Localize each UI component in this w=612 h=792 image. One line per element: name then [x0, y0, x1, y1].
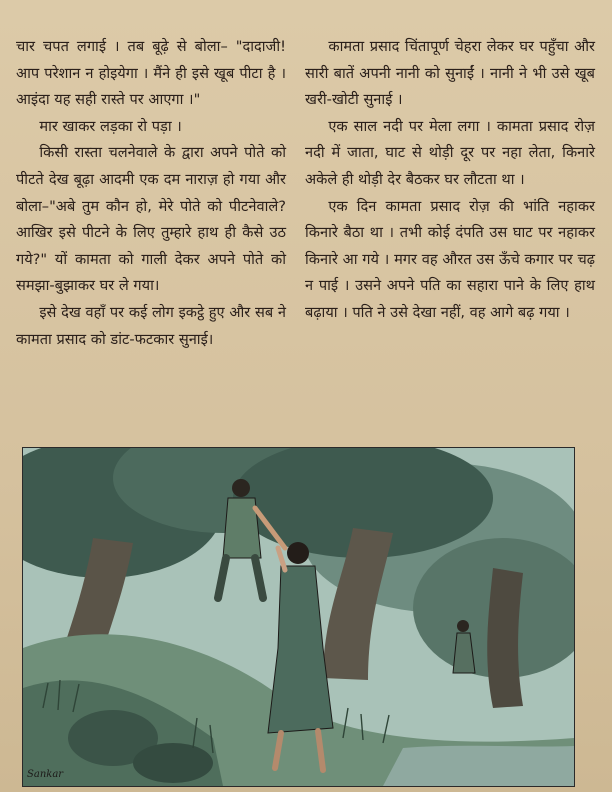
left-text-column: [16, 34, 286, 353]
story-illustration: [22, 447, 575, 787]
paragraph: किसी रास्ता चलनेवाले के द्वारा अपने पोते को पीटते देख बूढ़ा आदमी एक दम नाराज़ हो गया और बोला–"अबे तुम कौन हो, मेरे पोते को पीटनेवाले? आखिर इसे पीटने के लिए तुम्हारे हाथ ही कैसे उठ गये?" यों कामता को गाली देकर अपने पोते को समझा-बुझाकर घर ले गया।: [16, 144, 286, 295]
paragraph: इसे देख वहाँ पर कई लोग इकट्ठे हुए और सब ने कामता प्रसाद को डांट-फटकार सुनाई।: [16, 303, 286, 348]
paragraph: एक दिन कामता प्रसाद रोज़ की भांति नहाकर किनारे बैठा था । तभी कोई दंपति उस घाट पर नहाकर किनारे आ गये । मगर वह औरत उस ऊँचे कगार पर चढ़ न पाई । उसने अपने पति का सहारा पाने के लिए हाथ बढ़ाया । पति ने उसे देखा नहीं, वह आगे बढ़ गया ।: [305, 197, 595, 321]
paragraph: मार खाकर लड़का रो पड़ा ।: [39, 117, 182, 135]
paragraph: कामता प्रसाद चिंतापूर्ण चेहरा लेकर घर पहुँचा और सारी बातें अपनी नानी को सुनाईं । नानी ने भी उसे खूब खरी-खोटी सुनाई ।: [305, 38, 595, 109]
right-text-column: [305, 34, 595, 327]
paragraph: चार चपत लगाई । तब बूढ़े से बोला– "दादाजी! आप परेशान न होइयेगा । मैंने ही इसे खूब पीटा है । आइंदा यह सही रास्ते पर आएगा ।": [16, 38, 286, 109]
artist-signature: Sankar: [27, 769, 64, 780]
forest-riverbank-scene: [23, 448, 574, 786]
paragraph: एक साल नदी पर मेला लगा । कामता प्रसाद रोज़ नदी में जाता, घाट से थोड़ी दूर पर नहा लेता, किनारे अकेले ही थोड़ी देर बैठकर घर लौटता था ।: [305, 117, 595, 188]
